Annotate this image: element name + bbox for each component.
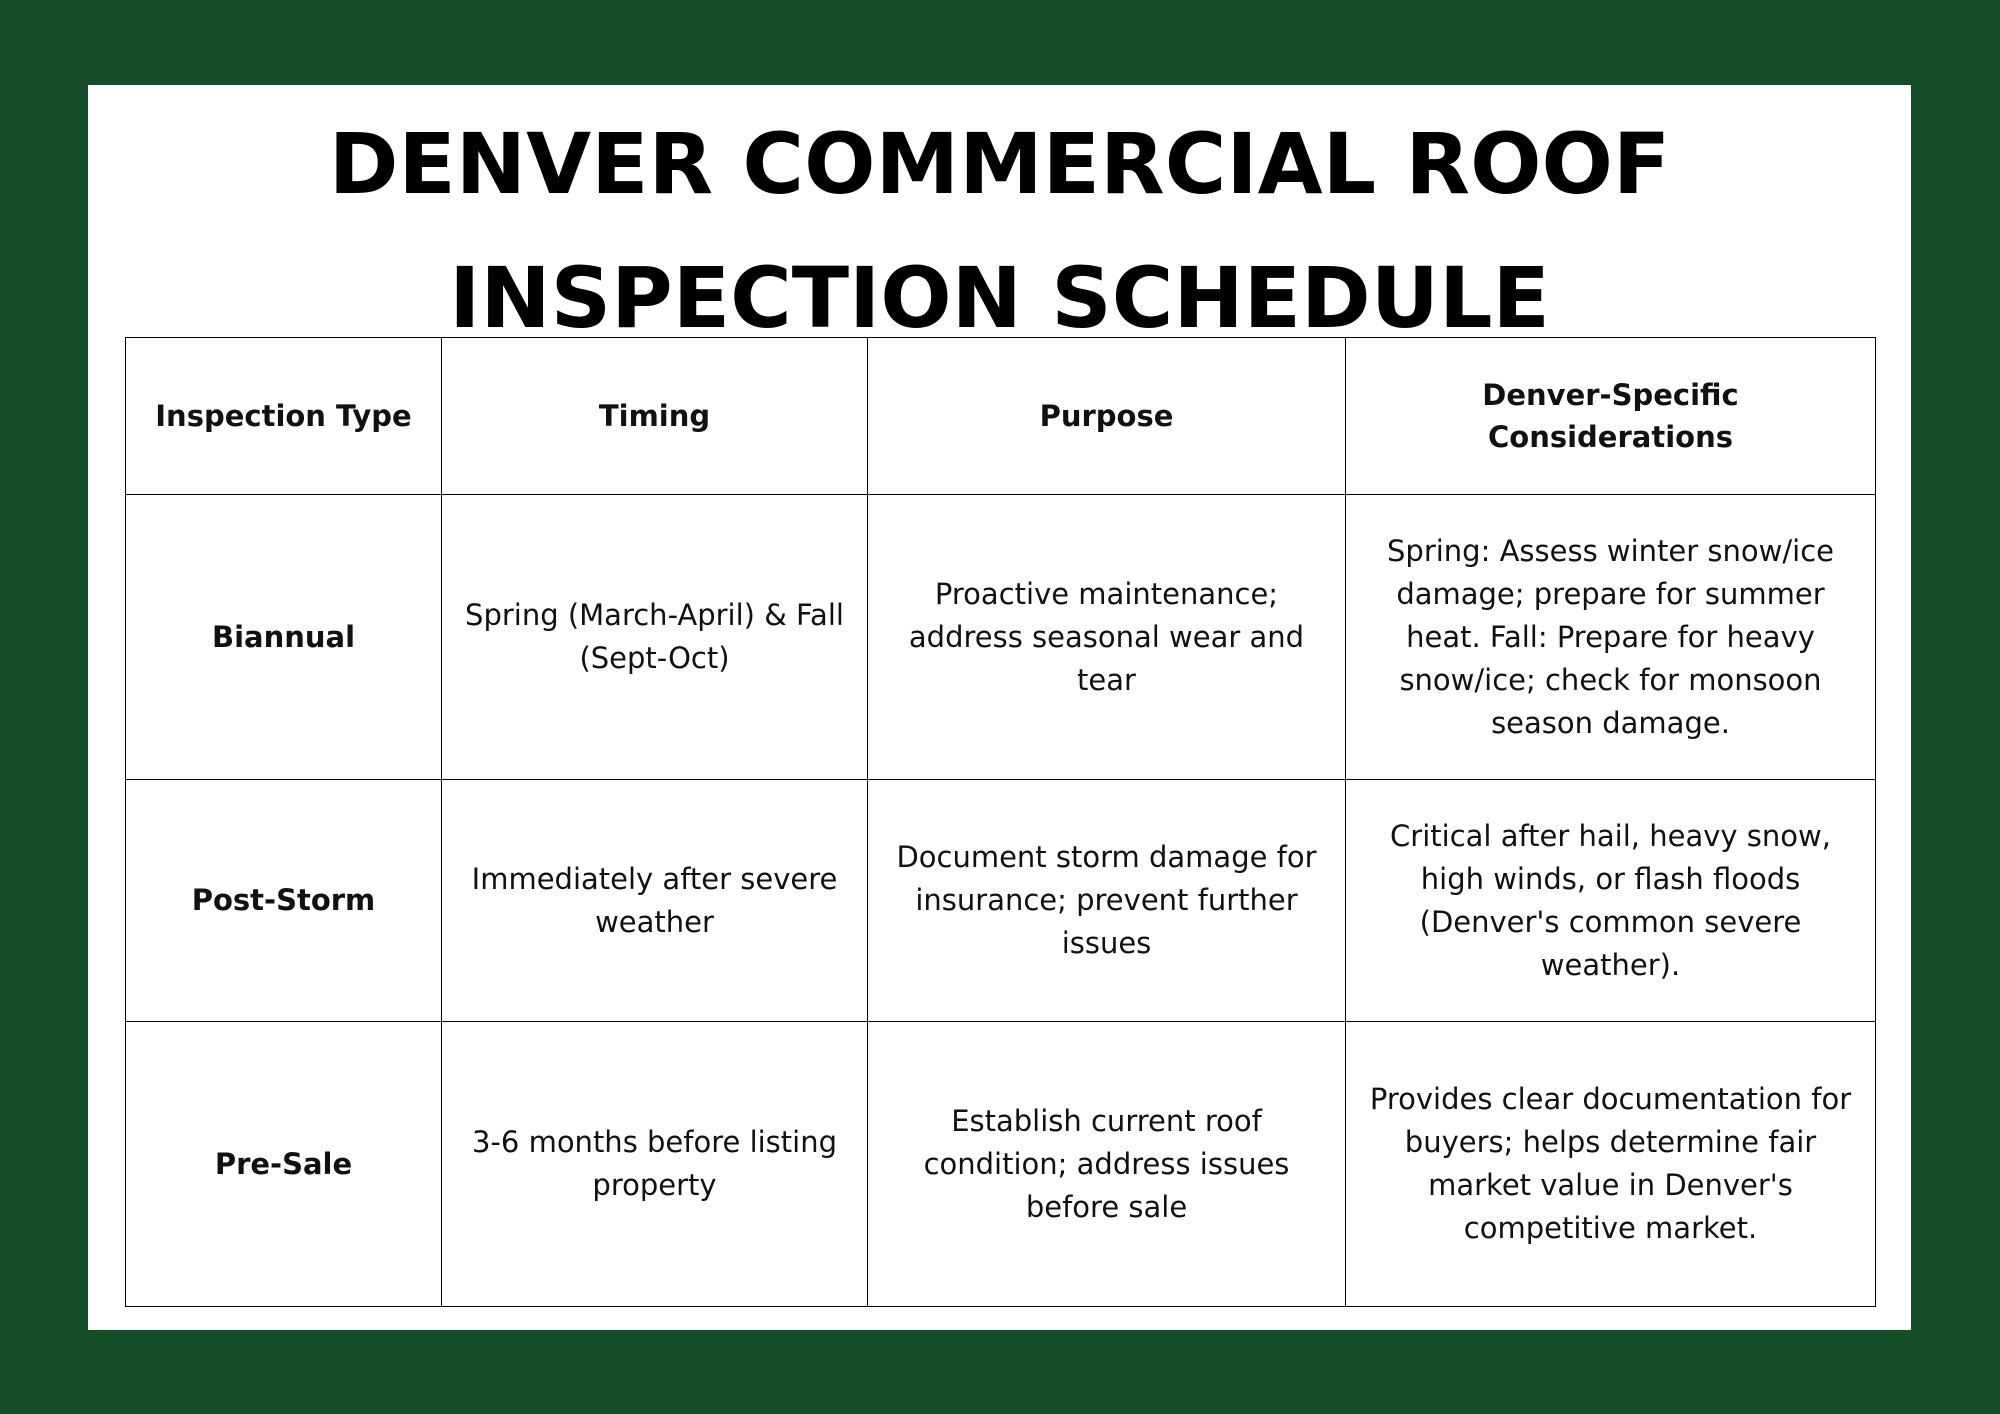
cell-timing: Immediately after severe weather bbox=[442, 780, 868, 1022]
cell-considerations: Spring: Assess winter snow/ice damage; prepare for summer heat. Fall: Prepare for heavy snow/ice; check for monsoon season damage. bbox=[1346, 495, 1876, 780]
document-card bbox=[88, 85, 1911, 1330]
cell-inspection-type: Post-Storm bbox=[126, 780, 442, 1022]
cell-purpose: Document storm damage for insurance; prevent further issues bbox=[868, 780, 1346, 1022]
header-timing: Timing bbox=[442, 338, 868, 495]
cell-inspection-type: Pre-Sale bbox=[126, 1022, 442, 1307]
page-title bbox=[88, 97, 1911, 365]
cell-timing: Spring (March-April) & Fall (Sept-Oct) bbox=[442, 495, 868, 780]
title-line-1: DENVER COMMERCIAL ROOF bbox=[328, 115, 1671, 213]
table-row bbox=[126, 780, 1876, 1022]
table-header-row bbox=[126, 338, 1876, 495]
cell-considerations: Provides clear documentation for buyers; helps determine fair market value in Denver's competitive market. bbox=[1346, 1022, 1876, 1307]
cell-considerations: Critical after hail, heavy snow, high winds, or flash floods (Denver's common severe weather). bbox=[1346, 780, 1876, 1022]
cell-timing: 3-6 months before listing property bbox=[442, 1022, 868, 1307]
cell-inspection-type: Biannual bbox=[126, 495, 442, 780]
header-inspection-type: Inspection Type bbox=[126, 338, 442, 495]
header-purpose: Purpose bbox=[868, 338, 1346, 495]
cell-purpose: Establish current roof condition; address issues before sale bbox=[868, 1022, 1346, 1307]
cell-purpose: Proactive maintenance; address seasonal wear and tear bbox=[868, 495, 1346, 780]
table-row bbox=[126, 495, 1876, 780]
table-row bbox=[126, 1022, 1876, 1307]
inspection-schedule-table bbox=[125, 337, 1876, 1307]
title-line-2: INSPECTION SCHEDULE bbox=[449, 249, 1550, 347]
header-denver-considerations: Denver-Specific Considerations bbox=[1346, 338, 1876, 495]
